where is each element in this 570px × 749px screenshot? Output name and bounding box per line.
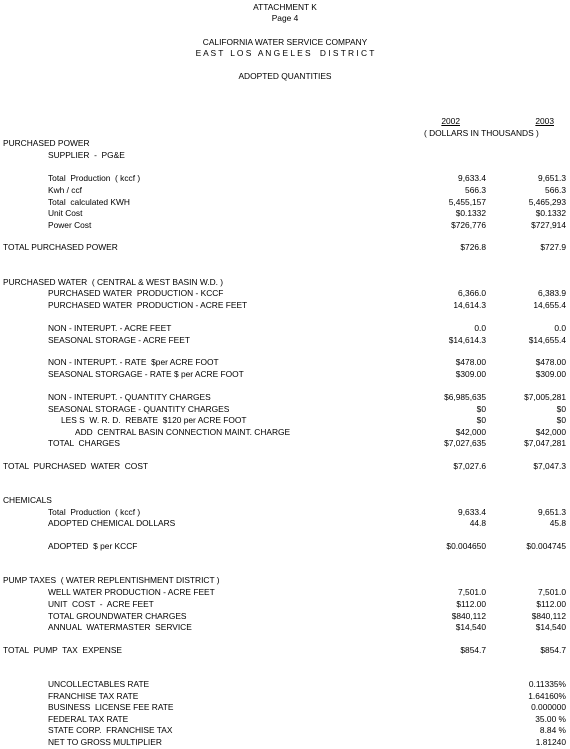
value-2003: $0.004745 bbox=[526, 541, 566, 551]
value-2002: $112.00 bbox=[456, 599, 486, 609]
value-2002: $0 bbox=[476, 415, 486, 425]
value-2003: 14,655.4 bbox=[533, 300, 566, 310]
value-2003: $7,047,281 bbox=[524, 438, 566, 448]
value-2003: 5,465,293 bbox=[528, 197, 566, 207]
value-2002: 5,455,157 bbox=[448, 197, 486, 207]
district-name: E A S T L O S A N G E L E S D I S T R I C T bbox=[195, 48, 375, 58]
value-2002: $854.7 bbox=[460, 645, 486, 655]
value-2002: $726,776 bbox=[451, 220, 486, 230]
value-2003: 35.00 % bbox=[535, 714, 566, 724]
row-label: CHEMICALS bbox=[3, 495, 52, 505]
value-2003: $840,112 bbox=[531, 611, 566, 621]
value-2003: 0.0 bbox=[554, 323, 566, 333]
value-2003: $478.00 bbox=[535, 357, 566, 367]
value-2003: $309.00 bbox=[535, 369, 566, 379]
value-2002: $7,027.6 bbox=[453, 461, 486, 471]
value-2002: 6,366.0 bbox=[458, 288, 486, 298]
value-2003: $7,047.3 bbox=[533, 461, 566, 471]
value-2003: $727.9 bbox=[540, 242, 566, 252]
value-2003: $0.1332 bbox=[535, 208, 566, 218]
value-2002: $7,027,635 bbox=[444, 438, 486, 448]
report-title: ADOPTED QUANTITIES bbox=[238, 71, 332, 81]
row-label: ADOPTED $ per KCCF bbox=[48, 541, 138, 551]
row-label: TOTAL PURCHASED POWER bbox=[3, 242, 118, 252]
row-label: ADOPTED CHEMICAL DOLLARS bbox=[48, 518, 176, 528]
value-2003: $14,655.4 bbox=[528, 335, 566, 345]
value-2002: 0.0 bbox=[474, 323, 486, 333]
value-2002: 566.3 bbox=[465, 185, 486, 195]
row-label: SEASONAL STORAGE - QUANTITY CHARGES bbox=[48, 404, 230, 414]
row-label: Total Production ( kccf ) bbox=[48, 507, 141, 517]
row-label: FEDERAL TAX RATE bbox=[48, 714, 129, 724]
value-2002: $0.1332 bbox=[455, 208, 486, 218]
row-label: UNIT COST - ACRE FEET bbox=[48, 599, 154, 609]
value-2003: 0.000000 bbox=[531, 702, 566, 712]
value-2002: $0 bbox=[476, 404, 486, 414]
row-label: WELL WATER PRODUCTION - ACRE FEET bbox=[48, 587, 215, 597]
value-2003: $112.00 bbox=[536, 599, 566, 609]
row-label: PURCHASED WATER ( CENTRAL & WEST BASIN W.D. ) bbox=[3, 277, 224, 287]
page-number: Page 4 bbox=[271, 13, 299, 23]
row-label: ADD CENTRAL BASIN CONNECTION MAINT. CHARGE bbox=[75, 427, 291, 437]
value-2003: 9,651.3 bbox=[538, 173, 566, 183]
value-2002: $726.8 bbox=[460, 242, 486, 252]
row-label: PURCHASED WATER PRODUCTION - ACRE FEET bbox=[48, 300, 248, 310]
row-label: Total Production ( kccf ) bbox=[48, 173, 141, 183]
value-2002: $0.004650 bbox=[446, 541, 486, 551]
row-label: NON - INTERUPT. - ACRE FEET bbox=[48, 323, 172, 333]
value-2003: 1.81240 bbox=[535, 737, 566, 747]
value-2002: $840,112 bbox=[451, 611, 486, 621]
value-2002: $309.00 bbox=[455, 369, 486, 379]
row-label: BUSINESS LICENSE FEE RATE bbox=[48, 702, 174, 712]
row-label: ANNUAL WATERMASTER SERVICE bbox=[48, 622, 192, 632]
column-header-2002: 2002 bbox=[441, 116, 460, 126]
value-2003: 6,383.9 bbox=[538, 288, 566, 298]
value-2003: $727,914 bbox=[531, 220, 566, 230]
value-2003: 9,651.3 bbox=[538, 507, 566, 517]
row-label: Kwh / ccf bbox=[48, 185, 82, 195]
row-label: Unit Cost bbox=[48, 208, 83, 218]
value-2003: 0.11335% bbox=[528, 679, 566, 689]
value-2003: 1.64160% bbox=[528, 691, 566, 701]
value-2003: 7,501.0 bbox=[538, 587, 566, 597]
value-2002: 9,633.4 bbox=[458, 507, 486, 517]
value-2002: $478.00 bbox=[455, 357, 486, 367]
value-2002: $14,614.3 bbox=[448, 335, 486, 345]
column-header-2003: 2003 bbox=[535, 116, 554, 126]
row-label: STATE CORP. FRANCHISE TAX bbox=[48, 725, 173, 735]
row-label: LES S W. R. D. REBATE $120 per ACRE FOOT bbox=[61, 415, 247, 425]
company-name: CALIFORNIA WATER SERVICE COMPANY bbox=[202, 37, 368, 47]
row-label: TOTAL GROUNDWATER CHARGES bbox=[48, 611, 187, 621]
row-label: TOTAL PUMP TAX EXPENSE bbox=[3, 645, 122, 655]
row-label: PURCHASED POWER bbox=[3, 138, 90, 148]
row-label: UNCOLLECTABLES RATE bbox=[48, 679, 150, 689]
value-2003: $0 bbox=[556, 415, 566, 425]
row-label: SUPPLIER - PG&E bbox=[48, 150, 125, 160]
row-label: NET TO GROSS MULTIPLIER bbox=[48, 737, 162, 747]
row-label: NON - INTERUPT. - QUANTITY CHARGES bbox=[48, 392, 211, 402]
row-label: SEASONAL STORGAGE - RATE $ per ACRE FOOT bbox=[48, 369, 244, 379]
value-2003: 45.8 bbox=[549, 518, 566, 528]
value-2003: $0 bbox=[556, 404, 566, 414]
value-2002: 7,501.0 bbox=[458, 587, 486, 597]
value-2002: 44.8 bbox=[469, 518, 486, 528]
value-2003: $14,540 bbox=[535, 622, 566, 632]
column-units: ( DOLLARS IN THOUSANDS ) bbox=[424, 128, 539, 138]
row-label: NON - INTERUPT. - RATE $per ACRE FOOT bbox=[48, 357, 219, 367]
value-2003: $7,005,281 bbox=[524, 392, 566, 402]
value-2003: $854.7 bbox=[540, 645, 566, 655]
value-2003: 8.84 % bbox=[539, 725, 566, 735]
value-2002: $14,540 bbox=[455, 622, 486, 632]
value-2002: $42,000 bbox=[455, 427, 486, 437]
row-label: PUMP TAXES ( WATER REPLENTISHMENT DISTRICT ) bbox=[3, 575, 220, 585]
row-label: SEASONAL STORAGE - ACRE FEET bbox=[48, 335, 190, 345]
attachment-label: ATTACHMENT K bbox=[253, 2, 317, 12]
value-2002: 14,614.3 bbox=[453, 300, 486, 310]
row-label: TOTAL CHARGES bbox=[48, 438, 120, 448]
value-2002: 9,633.4 bbox=[458, 173, 486, 183]
value-2003: 566.3 bbox=[545, 185, 566, 195]
row-label: Power Cost bbox=[48, 220, 92, 230]
row-label: TOTAL PURCHASED WATER COST bbox=[3, 461, 149, 471]
row-label: FRANCHISE TAX RATE bbox=[48, 691, 139, 701]
value-2003: $42,000 bbox=[535, 427, 566, 437]
row-label: PURCHASED WATER PRODUCTION - KCCF bbox=[48, 288, 224, 298]
value-2002: $6,985,635 bbox=[444, 392, 486, 402]
row-label: Total calculated KWH bbox=[48, 197, 130, 207]
